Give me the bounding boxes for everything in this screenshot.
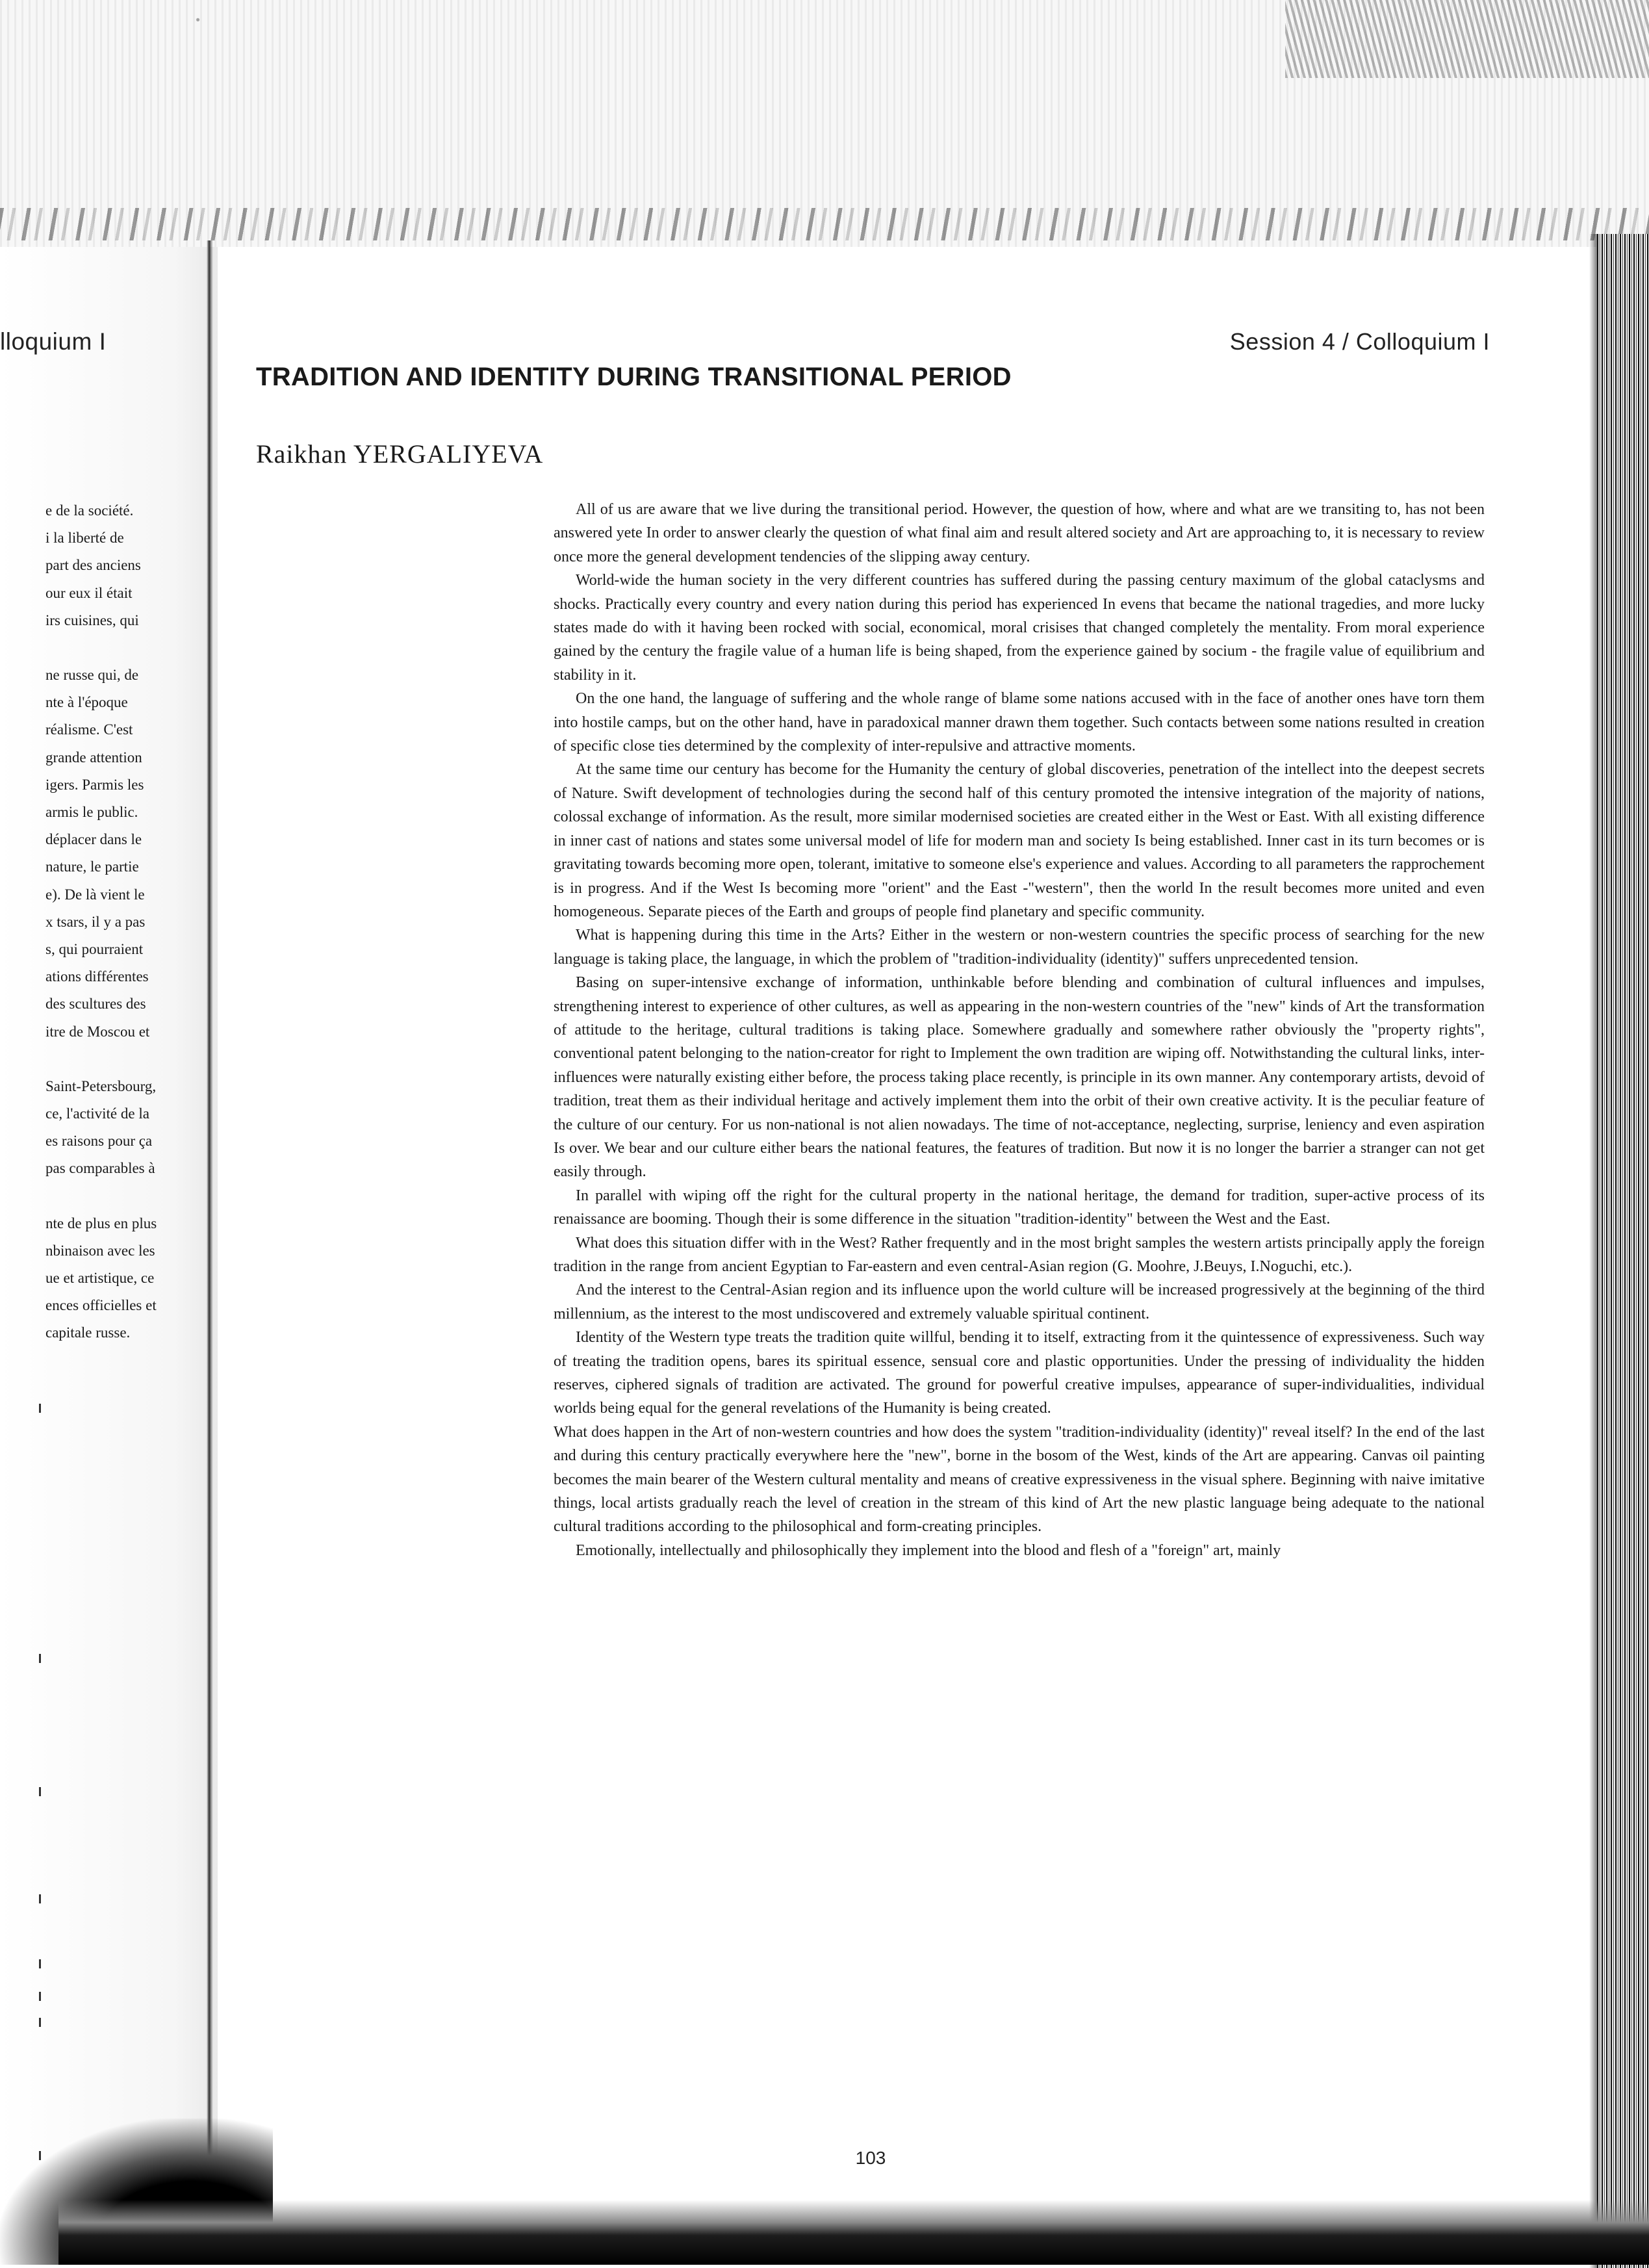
left-page-line: part des anciens xyxy=(45,557,141,574)
left-page-line: des scultures des xyxy=(45,996,146,1012)
left-page-line: i la liberté de xyxy=(45,530,124,547)
left-page-gap xyxy=(0,1046,203,1073)
paragraph: At the same time our century has become for the Humanity the century of global discoveries, penetration of the intellect into the deepest secrets of Nature. Swift development of technologies during the second half of this century promoted the intensive integration of the majority of nations, colossal exchange of information. As the result, more similar modernised societies are created either in the West or East. With all existing difference in inner cast of nations and states some universal model of life for modern man and society Is being established. Inner cast in its turn becomes or is gravitating towards becoming more open, tolerant, imitative to someone else's experience and values. According to all parameters the rapprochement is in progress. And if the West Is becoming more "orient" and the East -"western", then the world In the result becomes more united and even homogeneous. Separate pieces of the Earth and groups of people find planetary and specific community. xyxy=(554,761,1485,920)
paragraph: World-wide the human society in the very different countries has suffered during the passing century maximum of the global cataclysms and shocks. Practically every country and every nation during this period has experienced In evens that became the national tragedies, and more lucky states made do with it having been rocked with social, economical, moral crisises that changed completely the mentality. From moral experience gained by the century the fragile value of a human life is being shaped, from the experience gained by socium - the fragile value of equilibrium and stability in it. xyxy=(554,572,1485,684)
paragraph: Identity of the Western type treats the tradition quite willful, bending it to itself, extracting from it the quintessence of expressiveness. Such way of treating the tradition opens, bares its spiritual essence, sensual core and plastic opportunities. Under the pressing of individuality the hidden reserves, ciphered signals of tradition are activated. The ground for powerful creative impulses, appearance of super-individualities, individual worlds being equal for the general revelations of the Humanity is being created. xyxy=(554,1329,1485,1417)
article-body xyxy=(554,498,1485,1562)
left-page-line: nte à l'époque xyxy=(45,694,128,711)
left-page-line: ences officielles et xyxy=(45,1297,157,1314)
paragraph: And the interest to the Central-Asian region and its influence upon the world culture will be increased progressively at the beginning of the third millennium, as the interest to the most undiscovered and extremely valuable spiritual continent. xyxy=(554,1282,1485,1322)
paragraph: On the one hand, the language of suffering and the whole range of blame some nations accused with in the face of another ones have torn them into hostile camps, but on the other hand, have in paradoxical manner drawn them together. Such contacts between some nations resulted in creation of specific close ties determined by the complexity of inter-repulsive and attractive moments. xyxy=(554,690,1485,755)
paragraph: Basing on super-intensive exchange of information, unthinkable before blending and combination of cultural influences and impulses, strengthening interest to experience of other cultures, as well as appearing in the non-western countries of the "new" kinds of Art the transformation of attitude to the heritage, cultural traditions is taking place. Somewhere gradually and somewhere rather obviously the "property rights", conventional patent belonging to the nation-creator for right to Implement the own tradition are wiping off. Notwithstanding the cultural links, inter-influences were naturally existing either before, the process taking place recently, is principle in its own manner. Any contemporary artists, devoid of tradition, treat them as their individual heritage and actively implement them into the orbit of their own creative activity. It is the peculiar feature of the culture of our century. For us non-national is not alien nowadays. The time of not-acceptance, neglecting, surprise, leniency and even aspiration Is over. We bear and our culture either bears the national features, the features of tradition. But now it is no longer the barrier a stranger can not get easily through. xyxy=(554,974,1485,1181)
left-page-line: e de la société. xyxy=(45,502,134,519)
author-name: Raikhan YERGALIYEVA xyxy=(256,439,544,469)
left-page-line: es raisons pour ça xyxy=(45,1133,153,1150)
left-page-gap xyxy=(0,634,203,662)
left-page-line: x tsars, il y a pas xyxy=(45,913,146,930)
page-stack-edge xyxy=(1597,234,1649,2268)
left-page-line: réalisme. C'est xyxy=(45,721,133,738)
paragraph: Emotionally, intellectually and philosophically they implement into the blood and flesh of a "foreign" art, mainly xyxy=(576,1541,1281,1559)
left-page-line: itre de Moscou et xyxy=(45,1023,150,1040)
scan-corner-noise xyxy=(1285,0,1649,78)
left-page-line: igers. Parmis les xyxy=(45,776,144,793)
article-title: TRADITION AND IDENTITY DURING TRANSITIONAL PERIOD xyxy=(256,363,1012,391)
book-gutter xyxy=(207,240,213,2255)
left-page-line: our eux il était xyxy=(45,584,133,601)
left-page-line: nbinaison avec les xyxy=(45,1242,155,1259)
left-page-line: nte de plus en plus xyxy=(45,1215,157,1231)
left-page-line: irs cuisines, qui xyxy=(45,612,139,628)
left-page-line: Saint-Petersbourg, xyxy=(45,1077,157,1094)
left-page-gap xyxy=(0,1183,203,1210)
left-page-line: ne russe qui, de xyxy=(45,667,139,684)
page-number: 103 xyxy=(855,2148,886,2168)
paragraph: What is happening during this time in the Arts? Either in the western or non-western countries the specific process of searching for the new language is taking place, the language, in which the problem of "tradition-individuality (identity)" suffers unprecedented tension. xyxy=(554,927,1485,968)
left-page-line: armis le public. xyxy=(45,804,138,821)
left-page-line: pas comparables à xyxy=(45,1160,155,1177)
running-header: Session 4 / Colloquium I xyxy=(1229,328,1490,355)
left-page-line: ations différentes xyxy=(45,968,149,985)
left-page-line: ce, l'activité de la xyxy=(45,1105,149,1122)
paragraph: All of us are aware that we live during the transitional period. However, the question of how, where and what are we transiting to, has not been answered yete In order to answer clearly the question of what final aim and result altered society and Art are approaching to, it is necessary to review once more the general development tendencies of the slipping away century. xyxy=(554,501,1485,565)
left-page-header: lloquium I xyxy=(0,328,107,355)
left-page-text xyxy=(0,497,203,1347)
left-margin-marks xyxy=(39,1404,58,2216)
left-page-line: capitale russe. xyxy=(45,1324,131,1341)
paragraph: In parallel with wiping off the right for the cultural property in the national heritage, the demand for tradition, super-active process of its renaissance are booming. Though their is some difference in the situation "tradition-identity" between the West and the East. xyxy=(554,1187,1485,1228)
left-page-line: ue et artistique, ce xyxy=(45,1270,155,1287)
left-page-line: nature, le partie xyxy=(45,858,139,875)
scan-page-top-edge xyxy=(0,208,1649,240)
left-page-line: s, qui pourraient xyxy=(45,941,144,958)
scan-bottom-shadow xyxy=(58,2200,1649,2265)
paragraph: What does this situation differ with in the West? Rather frequently and in the most bright samples the western artists principally apply the foreign tradition in the range from ancient Egyptian to Far-eastern and even central-Asian region (G. Moohre, J.Beuys, I.Noguchi, etc.). xyxy=(554,1234,1485,1275)
left-page-line: e). De là vient le xyxy=(45,886,145,903)
left-page-line: grande attention xyxy=(45,749,142,766)
left-page-line: déplacer dans le xyxy=(45,831,142,848)
paragraph: What does happen in the Art of non-western countries and how does the system "tradition-individuality (identity)" reveal itself? In the end of the last and during this century practically everywhere here the "new", borne in the bosom of the West, kinds of the Art are appearing. Canvas oil painting becomes the main bearer of the Western cultural mentality and means of creative expressiveness in the visual sphere. Beginning with naive imitative things, local artists gradually reach the level of creation in the stream of this kind of Art the new plastic language being adequate to the national cultural traditions according to the philosophical and form-creating principles. xyxy=(554,1423,1485,1536)
